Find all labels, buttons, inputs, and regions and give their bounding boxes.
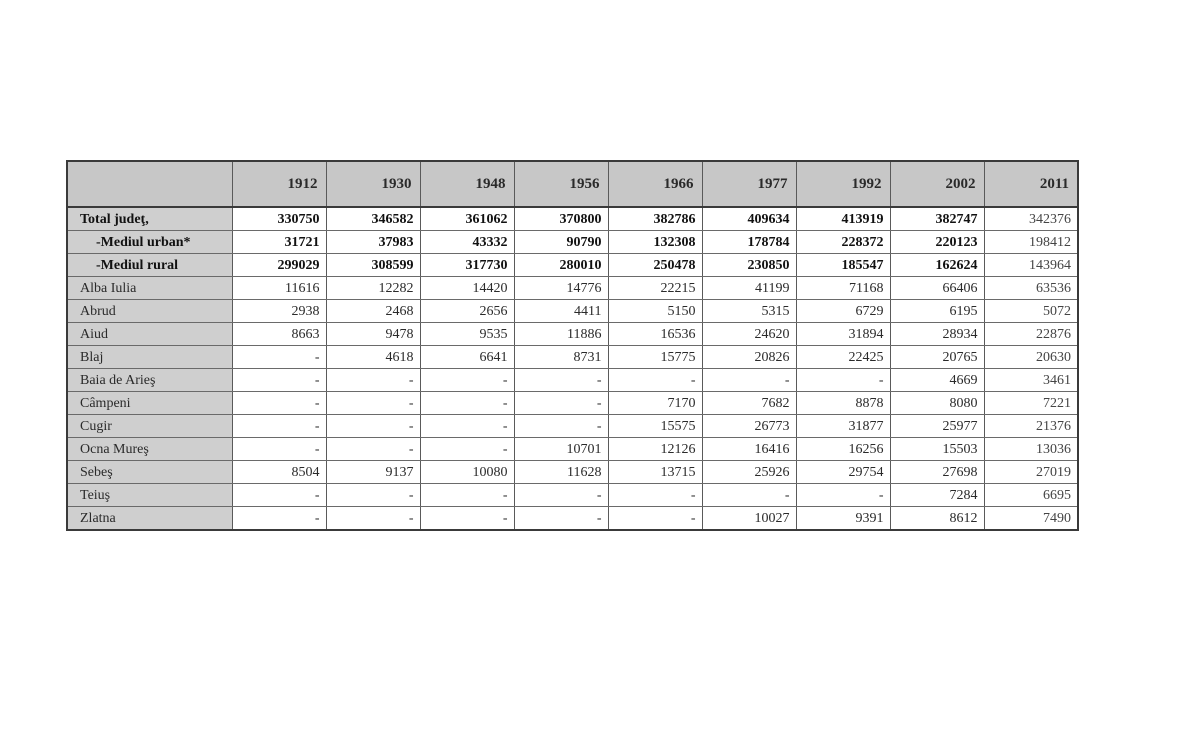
cell-value: 25926: [702, 461, 796, 484]
cell-value: -: [326, 484, 420, 507]
year-header-1956: 1956: [514, 161, 608, 207]
cell-value: 382747: [890, 207, 984, 231]
row-label: Ocna Mureş: [67, 438, 232, 461]
row-label: Total judeţ,: [67, 207, 232, 231]
cell-value: 31877: [796, 415, 890, 438]
cell-value: 4669: [890, 369, 984, 392]
cell-value: 12282: [326, 277, 420, 300]
cell-value: 198412: [984, 231, 1078, 254]
table-row: [67, 207, 1078, 231]
cell-value: -: [420, 369, 514, 392]
table-row: [67, 461, 1078, 484]
table-row: [67, 369, 1078, 392]
cell-value: 15575: [608, 415, 702, 438]
cell-value: 90790: [514, 231, 608, 254]
cell-value: 16416: [702, 438, 796, 461]
cell-value: 185547: [796, 254, 890, 277]
cell-value: 299029: [232, 254, 326, 277]
cell-value: 228372: [796, 231, 890, 254]
cell-value: 9478: [326, 323, 420, 346]
cell-value: 11628: [514, 461, 608, 484]
row-label: -Mediul rural: [67, 254, 232, 277]
table-row: [67, 484, 1078, 507]
cell-value: 8878: [796, 392, 890, 415]
year-header-1977: 1977: [702, 161, 796, 207]
table-row: [67, 300, 1078, 323]
cell-value: 14420: [420, 277, 514, 300]
row-label: Cugir: [67, 415, 232, 438]
cell-value: 346582: [326, 207, 420, 231]
cell-value: -: [420, 415, 514, 438]
cell-value: 13715: [608, 461, 702, 484]
cell-value: 280010: [514, 254, 608, 277]
cell-value: 382786: [608, 207, 702, 231]
cell-value: -: [420, 507, 514, 531]
cell-value: -: [514, 392, 608, 415]
row-label: Aiud: [67, 323, 232, 346]
year-header-1930: 1930: [326, 161, 420, 207]
cell-value: 230850: [702, 254, 796, 277]
cell-value: 8663: [232, 323, 326, 346]
year-header-1948: 1948: [420, 161, 514, 207]
row-label: Câmpeni: [67, 392, 232, 415]
row-label: Sebeş: [67, 461, 232, 484]
cell-value: 21376: [984, 415, 1078, 438]
cell-value: -: [232, 484, 326, 507]
cell-value: 14776: [514, 277, 608, 300]
cell-value: 22215: [608, 277, 702, 300]
cell-value: 7490: [984, 507, 1078, 531]
cell-value: 143964: [984, 254, 1078, 277]
row-label: Alba Iulia: [67, 277, 232, 300]
cell-value: 20630: [984, 346, 1078, 369]
cell-value: 4411: [514, 300, 608, 323]
cell-value: 6641: [420, 346, 514, 369]
cell-value: 20765: [890, 346, 984, 369]
cell-value: 8504: [232, 461, 326, 484]
cell-value: 7284: [890, 484, 984, 507]
cell-value: 31721: [232, 231, 326, 254]
cell-value: -: [326, 415, 420, 438]
cell-value: -: [608, 484, 702, 507]
cell-value: -: [420, 438, 514, 461]
cell-value: 10080: [420, 461, 514, 484]
cell-value: -: [420, 484, 514, 507]
row-label: Teiuş: [67, 484, 232, 507]
cell-value: 8731: [514, 346, 608, 369]
row-label: Zlatna: [67, 507, 232, 531]
cell-value: 29754: [796, 461, 890, 484]
cell-value: -: [420, 392, 514, 415]
cell-value: 9535: [420, 323, 514, 346]
cell-value: 26773: [702, 415, 796, 438]
row-label: Abrud: [67, 300, 232, 323]
cell-value: 41199: [702, 277, 796, 300]
cell-value: -: [514, 369, 608, 392]
cell-value: -: [326, 369, 420, 392]
cell-value: 20826: [702, 346, 796, 369]
cell-value: 2468: [326, 300, 420, 323]
cell-value: 63536: [984, 277, 1078, 300]
cell-value: 11616: [232, 277, 326, 300]
table-row: [67, 231, 1078, 254]
cell-value: -: [232, 438, 326, 461]
table-body: [67, 207, 1078, 530]
cell-value: -: [232, 392, 326, 415]
cell-value: 132308: [608, 231, 702, 254]
year-header-2002: 2002: [890, 161, 984, 207]
cell-value: 6729: [796, 300, 890, 323]
cell-value: 22425: [796, 346, 890, 369]
cell-value: 7170: [608, 392, 702, 415]
cell-value: 27698: [890, 461, 984, 484]
cell-value: 361062: [420, 207, 514, 231]
cell-value: -: [232, 369, 326, 392]
cell-value: 5315: [702, 300, 796, 323]
cell-value: 31894: [796, 323, 890, 346]
table-row: [67, 415, 1078, 438]
table-row: [67, 507, 1078, 531]
cell-value: 28934: [890, 323, 984, 346]
cell-value: 2938: [232, 300, 326, 323]
cell-value: -: [326, 507, 420, 531]
cell-value: -: [232, 507, 326, 531]
cell-value: 9391: [796, 507, 890, 531]
cell-value: 8612: [890, 507, 984, 531]
table-row: [67, 277, 1078, 300]
cell-value: 10701: [514, 438, 608, 461]
cell-value: 24620: [702, 323, 796, 346]
cell-value: 317730: [420, 254, 514, 277]
cell-value: 13036: [984, 438, 1078, 461]
cell-value: 71168: [796, 277, 890, 300]
cell-value: 37983: [326, 231, 420, 254]
cell-value: 413919: [796, 207, 890, 231]
cell-value: -: [796, 369, 890, 392]
cell-value: 25977: [890, 415, 984, 438]
cell-value: 27019: [984, 461, 1078, 484]
cell-value: 43332: [420, 231, 514, 254]
cell-value: 342376: [984, 207, 1078, 231]
cell-value: 11886: [514, 323, 608, 346]
cell-value: 8080: [890, 392, 984, 415]
cell-value: 12126: [608, 438, 702, 461]
row-label: -Mediul urban*: [67, 231, 232, 254]
cell-value: -: [514, 507, 608, 531]
year-header-2011: 2011: [984, 161, 1078, 207]
cell-value: -: [608, 507, 702, 531]
cell-value: 330750: [232, 207, 326, 231]
cell-value: 10027: [702, 507, 796, 531]
cell-value: 15775: [608, 346, 702, 369]
cell-value: 2656: [420, 300, 514, 323]
cell-value: 7682: [702, 392, 796, 415]
cell-value: -: [796, 484, 890, 507]
cell-value: -: [702, 369, 796, 392]
cell-value: 220123: [890, 231, 984, 254]
cell-value: 6695: [984, 484, 1078, 507]
cell-value: 370800: [514, 207, 608, 231]
cell-value: -: [702, 484, 796, 507]
cell-value: 5150: [608, 300, 702, 323]
cell-value: 66406: [890, 277, 984, 300]
cell-value: 16256: [796, 438, 890, 461]
cell-value: -: [326, 392, 420, 415]
year-header-1966: 1966: [608, 161, 702, 207]
cell-value: -: [326, 438, 420, 461]
cell-value: 3461: [984, 369, 1078, 392]
row-label: Baia de Arieş: [67, 369, 232, 392]
header-corner-cell: [67, 161, 232, 207]
cell-value: 250478: [608, 254, 702, 277]
header-row: [67, 161, 1078, 207]
cell-value: 162624: [890, 254, 984, 277]
year-header-1912: 1912: [232, 161, 326, 207]
table-row: [67, 346, 1078, 369]
cell-value: 6195: [890, 300, 984, 323]
population-table-container: [66, 160, 1078, 531]
table-row: [67, 392, 1078, 415]
cell-value: 4618: [326, 346, 420, 369]
cell-value: 5072: [984, 300, 1078, 323]
cell-value: -: [232, 346, 326, 369]
cell-value: -: [232, 415, 326, 438]
cell-value: -: [514, 415, 608, 438]
table-row: [67, 438, 1078, 461]
cell-value: 9137: [326, 461, 420, 484]
cell-value: 308599: [326, 254, 420, 277]
population-table: [66, 160, 1079, 531]
cell-value: 7221: [984, 392, 1078, 415]
cell-value: 16536: [608, 323, 702, 346]
table-row: [67, 254, 1078, 277]
cell-value: -: [608, 369, 702, 392]
row-label: Blaj: [67, 346, 232, 369]
cell-value: 22876: [984, 323, 1078, 346]
cell-value: 178784: [702, 231, 796, 254]
cell-value: 15503: [890, 438, 984, 461]
year-header-1992: 1992: [796, 161, 890, 207]
table-row: [67, 323, 1078, 346]
cell-value: -: [514, 484, 608, 507]
cell-value: 409634: [702, 207, 796, 231]
